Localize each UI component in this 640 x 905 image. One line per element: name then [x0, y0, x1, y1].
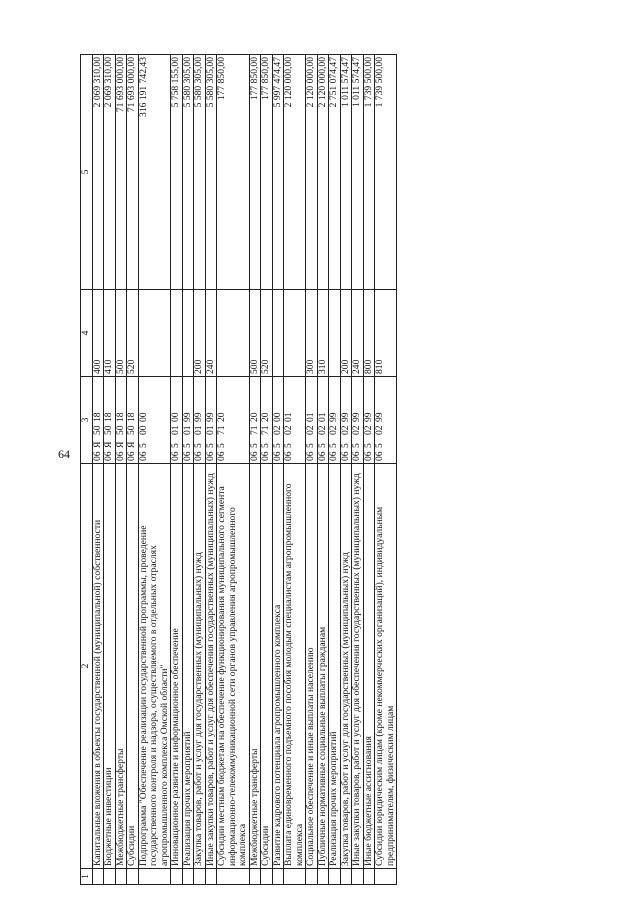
row-name-cell: Бюджетные инвестиции — [104, 464, 116, 869]
header-cell: 2 — [81, 464, 93, 869]
page-number: 64 — [58, 447, 70, 461]
row-amount-cell: 5 580 305,00 — [194, 55, 206, 290]
code-part: 5 — [181, 443, 193, 448]
row-blank-cell — [127, 869, 139, 885]
row-amount-cell: 2 069 310,00 — [92, 55, 104, 290]
row-amount-cell: 1 011 574,47 — [340, 55, 352, 290]
code-part: 06 — [260, 451, 271, 461]
row-name-cell: Выплата единовременного подъемного пособия молодым специалистам агропромышленного комплекса — [284, 464, 306, 869]
table-row — [261, 55, 273, 885]
row-code-cell — [217, 377, 250, 464]
code-part: 71 — [248, 425, 260, 435]
code-part: 20 — [216, 412, 227, 422]
row-code-cell — [127, 377, 139, 464]
code-part: 71 — [260, 425, 271, 435]
row-amount-cell: 2 751 074,47 — [329, 55, 341, 290]
row-name-cell: Подпрограмма "Обеспечение реализации государственной программы, проведение государственного контроля и надзора, осуществляемого в отдельных отраслях агропромышленного комплекса Омской области" — [138, 464, 171, 869]
row-blank-cell — [340, 869, 352, 885]
row-type-cell — [329, 290, 341, 377]
row-name-cell: Публичные нормативные социальные выплаты гражданам — [317, 464, 329, 869]
row-name-cell: Закупка товаров, работ и услуг для государственных (муниципальных) нужд — [194, 464, 206, 869]
code-part: 02 — [374, 425, 385, 435]
code-part: 06 — [216, 451, 227, 461]
row-amount-cell: 1 739 500,00 — [375, 55, 397, 290]
row-blank-cell — [261, 869, 273, 885]
row-type-cell: 520 — [127, 290, 139, 377]
row-amount-cell: 71 693 000,00 — [127, 55, 139, 290]
code-part: 06 — [181, 451, 193, 461]
code-part: 5 — [137, 443, 149, 448]
code-part: 5 — [271, 443, 283, 448]
code-part: 06 — [339, 451, 351, 461]
row-blank-cell — [171, 869, 183, 885]
table-row — [317, 55, 329, 885]
code-part: 01 — [204, 425, 216, 435]
header-cell: 1 — [81, 869, 93, 885]
code-part: 06 — [204, 451, 216, 461]
table-row — [182, 55, 194, 885]
row-blank-cell — [194, 869, 206, 885]
row-amount-cell: 2 069 310,00 — [104, 55, 116, 290]
code-part: 06 — [91, 451, 103, 461]
row-name-cell: Развитие кадрового потенциала агропромышленного комплекса — [272, 464, 284, 869]
code-part: 99 — [204, 412, 216, 422]
budget-table — [80, 54, 397, 885]
row-name-cell: Иные закупки товаров, работ и услуг для обеспечения государственных (муниципальных) нужд — [205, 464, 217, 869]
code-part: 50 — [114, 425, 126, 435]
code-part: 5 — [351, 443, 362, 448]
row-blank-cell — [138, 869, 171, 885]
code-part: 01 — [283, 412, 294, 422]
row-name-cell: Субсидии местным бюджетам на обеспечение функционирования муниципального сегмента информационно-телекоммуникационной сети органов управления агропромышленного комплекса — [217, 464, 250, 869]
code-part: 50 — [126, 425, 137, 435]
code-part: 99 — [339, 412, 351, 422]
row-code-cell — [272, 377, 284, 464]
table-row — [340, 55, 352, 885]
row-amount-cell: 5 997 474,47 — [272, 55, 284, 290]
row-code-cell — [104, 377, 116, 464]
code-part: 5 — [316, 443, 328, 448]
code-part: 5 — [339, 443, 351, 448]
row-amount-cell: 177 850,00 — [261, 55, 273, 290]
row-type-cell: 410 — [104, 290, 116, 377]
row-type-cell — [272, 290, 284, 377]
row-code-cell — [115, 377, 127, 464]
row-type-cell — [138, 290, 171, 377]
row-type-cell: 500 — [249, 290, 261, 377]
row-name-cell: Межбюджетные трансферты — [249, 464, 261, 869]
code-part: 01 — [170, 425, 181, 435]
code-part: 99 — [193, 412, 204, 422]
code-part: 00 — [271, 412, 283, 422]
code-part: 01 — [316, 412, 328, 422]
code-part: 02 — [328, 425, 339, 435]
code-part: 18 — [91, 412, 103, 422]
code-part: Я — [114, 441, 126, 448]
table-row — [171, 55, 183, 885]
table-row — [329, 55, 341, 885]
row-amount-cell: 177 850,00 — [217, 55, 250, 290]
row-type-cell: 200 — [194, 290, 206, 377]
code-part: 5 — [170, 443, 181, 448]
row-code-cell — [284, 377, 306, 464]
code-part: 06 — [271, 451, 283, 461]
code-part: 06 — [316, 451, 328, 461]
table-row — [194, 55, 206, 885]
table-row — [92, 55, 104, 885]
row-name-cell: Субсидии юридическим лицам (кроме некоммерческих организаций), индивидуальным предпринимателям, физическим лицам — [375, 464, 397, 869]
row-blank-cell — [363, 869, 375, 885]
row-code-cell — [317, 377, 329, 464]
row-name-cell: Иные закупки товаров, работ и услуг для обеспечения государственных (муниципальных) нужд — [352, 464, 364, 869]
code-part: 5 — [283, 443, 294, 448]
row-code-cell — [171, 377, 183, 464]
code-part: 50 — [91, 425, 103, 435]
code-part: 71 — [216, 425, 227, 435]
code-part: 01 — [305, 412, 316, 422]
code-part: 5 — [374, 443, 385, 448]
row-type-cell: 400 — [92, 290, 104, 377]
row-type-cell: 520 — [261, 290, 273, 377]
table-row — [249, 55, 261, 885]
code-part: 02 — [316, 425, 328, 435]
row-type-cell: 240 — [205, 290, 217, 377]
row-amount-cell: 2 120 000,00 — [306, 55, 318, 290]
row-type-cell: 300 — [306, 290, 318, 377]
code-part: 00 — [137, 412, 149, 422]
row-type-cell — [182, 290, 194, 377]
table-row — [104, 55, 116, 885]
code-part: 5 — [328, 443, 339, 448]
row-blank-cell — [182, 869, 194, 885]
row-name-cell: Иные бюджетные ассигнования — [363, 464, 375, 869]
header-cell: 5 — [81, 55, 93, 290]
code-part: 06 — [126, 451, 137, 461]
row-blank-cell — [249, 869, 261, 885]
code-part: 02 — [351, 425, 362, 435]
row-blank-cell — [329, 869, 341, 885]
code-part: 02 — [339, 425, 351, 435]
code-part: 5 — [305, 443, 316, 448]
row-name-cell: Субсидии — [127, 464, 139, 869]
code-part: 18 — [103, 412, 114, 422]
row-blank-cell — [352, 869, 364, 885]
row-code-cell — [306, 377, 318, 464]
code-part: 5 — [204, 443, 216, 448]
code-part: Я — [91, 441, 103, 448]
table-row — [127, 55, 139, 885]
row-name-cell: Социальное обеспечение и иные выплаты населению — [306, 464, 318, 869]
code-part: 18 — [114, 412, 126, 422]
row-type-cell — [217, 290, 250, 377]
code-part: 99 — [362, 412, 374, 422]
header-cell: 4 — [81, 290, 93, 377]
row-amount-cell: 2 120 000,00 — [284, 55, 306, 290]
row-type-cell: 310 — [317, 290, 329, 377]
code-part: 01 — [193, 425, 204, 435]
row-name-cell: Субсидии — [261, 464, 273, 869]
row-amount-cell: 177 850,00 — [249, 55, 261, 290]
table-row — [306, 55, 318, 885]
code-part: 06 — [248, 451, 260, 461]
code-part: 02 — [283, 425, 294, 435]
table-row — [138, 55, 171, 885]
code-part: 00 — [170, 412, 181, 422]
row-amount-cell: 316 191 742,43 — [138, 55, 171, 290]
code-part: 02 — [271, 425, 283, 435]
code-part: 06 — [137, 451, 149, 461]
code-part: 20 — [260, 412, 271, 422]
header-cell: 3 — [81, 377, 93, 464]
row-type-cell: 800 — [363, 290, 375, 377]
row-code-cell — [205, 377, 217, 464]
code-part: 06 — [374, 451, 385, 461]
row-name-cell: Инновационное развитие и информационное обеспечение — [171, 464, 183, 869]
row-code-cell — [363, 377, 375, 464]
row-type-cell: 200 — [340, 290, 352, 377]
row-blank-cell — [317, 869, 329, 885]
code-part: 06 — [305, 451, 316, 461]
row-blank-cell — [217, 869, 250, 885]
row-code-cell — [182, 377, 194, 464]
budget-table-rotated — [80, 55, 565, 885]
row-type-cell: 500 — [115, 290, 127, 377]
row-name-cell: Реализация прочих мероприятий — [182, 464, 194, 869]
row-blank-cell — [205, 869, 217, 885]
table-row — [375, 55, 397, 885]
code-part: 20 — [248, 412, 260, 422]
table-row — [363, 55, 375, 885]
code-part: 02 — [305, 425, 316, 435]
code-part: 06 — [103, 451, 114, 461]
table-row — [217, 55, 250, 885]
code-part: Я — [103, 441, 114, 448]
row-blank-cell — [104, 869, 116, 885]
code-part: 5 — [248, 443, 260, 448]
row-code-cell — [194, 377, 206, 464]
row-blank-cell — [272, 869, 284, 885]
row-amount-cell: 71 693 000,00 — [115, 55, 127, 290]
row-type-cell — [171, 290, 183, 377]
row-code-cell — [329, 377, 341, 464]
table-row — [272, 55, 284, 885]
code-part: 06 — [193, 451, 204, 461]
code-part: 99 — [181, 412, 193, 422]
row-code-cell — [261, 377, 273, 464]
table-row — [115, 55, 127, 885]
row-code-cell — [375, 377, 397, 464]
row-blank-cell — [284, 869, 306, 885]
code-part: 06 — [328, 451, 339, 461]
table-row — [352, 55, 364, 885]
row-blank-cell — [115, 869, 127, 885]
code-part: 00 — [137, 425, 149, 435]
row-amount-cell: 2 120 000,00 — [317, 55, 329, 290]
row-code-cell — [138, 377, 171, 464]
row-blank-cell — [375, 869, 397, 885]
code-part: 06 — [351, 451, 362, 461]
row-name-cell: Закупка товаров, работ и услуг для государственных (муниципальных) нужд — [340, 464, 352, 869]
code-part: Я — [126, 441, 137, 448]
row-amount-cell: 5 580 305,00 — [205, 55, 217, 290]
row-code-cell — [249, 377, 261, 464]
row-amount-cell: 1 739 500,00 — [363, 55, 375, 290]
row-type-cell: 810 — [375, 290, 397, 377]
row-name-cell: Реализация прочих мероприятий — [329, 464, 341, 869]
code-part: 5 — [193, 443, 204, 448]
code-part: 18 — [126, 412, 137, 422]
header-row — [81, 55, 93, 885]
code-part: 01 — [181, 425, 193, 435]
row-amount-cell: 5 758 155,00 — [171, 55, 183, 290]
code-part: 06 — [114, 451, 126, 461]
code-part: 99 — [351, 412, 362, 422]
row-amount-cell: 5 580 305,00 — [182, 55, 194, 290]
code-part: 02 — [362, 425, 374, 435]
code-part: 50 — [103, 425, 114, 435]
code-part: 5 — [216, 443, 227, 448]
row-blank-cell — [92, 869, 104, 885]
row-code-cell — [92, 377, 104, 464]
code-part: 5 — [260, 443, 271, 448]
row-name-cell: Капитальные вложения в объекты государственной (муниципальной) собственности — [92, 464, 104, 869]
row-blank-cell — [306, 869, 318, 885]
code-part: 06 — [283, 451, 294, 461]
code-part: 06 — [170, 451, 181, 461]
row-type-cell: 240 — [352, 290, 364, 377]
row-code-cell — [352, 377, 364, 464]
row-type-cell — [284, 290, 306, 377]
code-part: 5 — [362, 443, 374, 448]
table-row — [284, 55, 306, 885]
code-part: 99 — [374, 412, 385, 422]
code-part: 06 — [362, 451, 374, 461]
code-part: 99 — [328, 412, 339, 422]
row-code-cell — [340, 377, 352, 464]
table-row — [205, 55, 217, 885]
row-amount-cell: 1 011 574,47 — [352, 55, 364, 290]
row-name-cell: Межбюджетные трансферты — [115, 464, 127, 869]
